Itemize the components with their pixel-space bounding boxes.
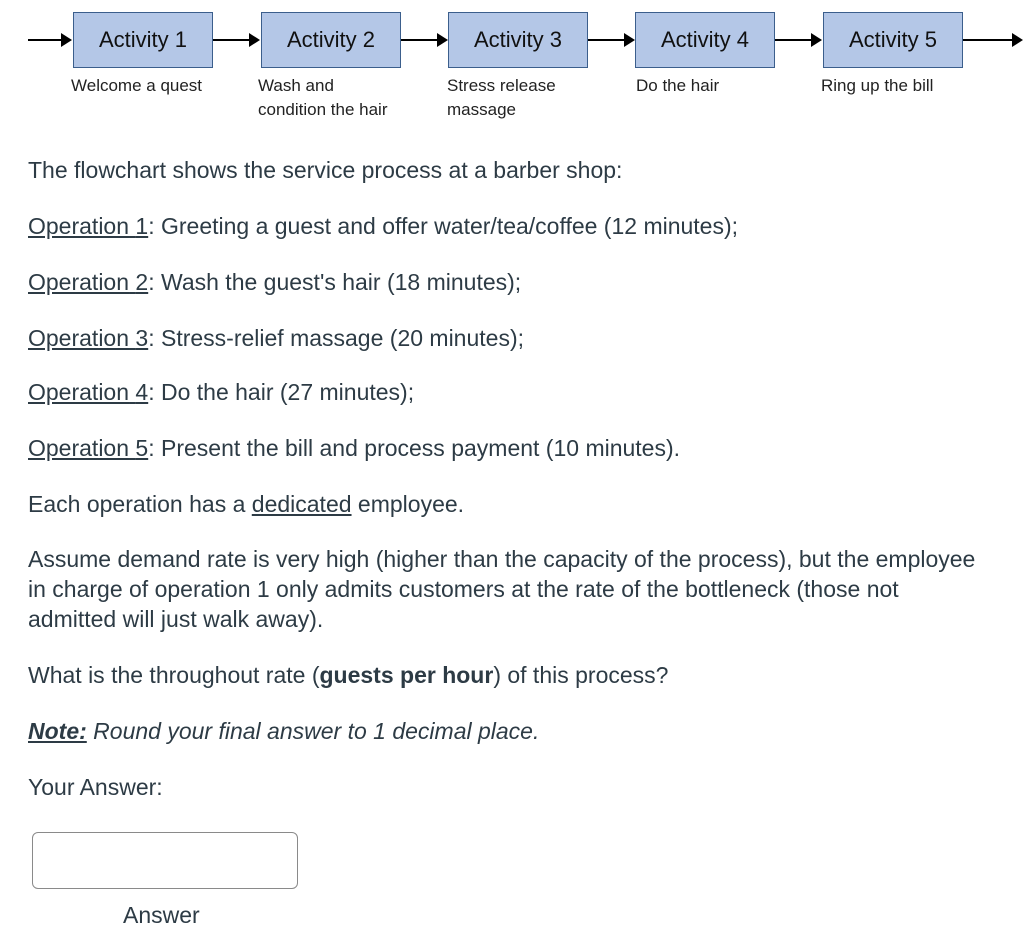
operation-2-name: Operation [28, 269, 130, 295]
operation-3-num: 3 [135, 325, 149, 351]
activity-2-desc: Wash and condition the hair [258, 76, 388, 119]
answer-input[interactable] [32, 832, 298, 889]
operation-3-text: : Stress-relief massage (20 minutes); [148, 325, 524, 351]
activity-2-box [261, 12, 401, 68]
operation-1-num: 1 [135, 213, 149, 239]
activity-4-box [635, 12, 775, 68]
operation-4 [28, 377, 988, 407]
activity-1-label: Activity 1 [98, 27, 188, 52]
answer-caption: Answer [123, 902, 200, 928]
activity-3-box [448, 12, 588, 68]
operation-1-name: Operation [28, 213, 130, 239]
entry-arrow [28, 39, 70, 41]
operation-3-name: Operation [28, 325, 130, 351]
operation-5 [28, 433, 988, 463]
activity-4-desc: Do the hair [636, 76, 720, 95]
operation-1-text: : Greeting a guest and offer water/tea/coffee (12 minutes); [148, 213, 739, 239]
operation-5-num: 5 [135, 435, 149, 461]
flow-arrow-2-3 [401, 39, 446, 41]
assumption-text: Assume demand rate is very high (higher than the capacity of the process), but the employee in charge of operation 1 only admits customers at the rate of the bottleneck (those not admitted will just walk away). [28, 546, 976, 632]
activity-2-label: Activity 2 [286, 27, 376, 52]
ask-post: ) of this process? [493, 662, 669, 688]
operation-5-text: : Present the bill and process payment (10 minutes). [148, 435, 681, 461]
activity-1-box [73, 12, 213, 68]
ask-bold: guests per hour [319, 662, 494, 688]
note-text: Round your final answer to 1 decimal place. [86, 718, 540, 744]
dedicated-word: dedicated [251, 491, 352, 517]
your-answer-label: Your Answer: [28, 774, 163, 800]
operation-4-text: : Do the hair (27 minutes); [148, 379, 415, 405]
activity-1-desc: Welcome a quest [71, 76, 203, 95]
operation-3 [28, 323, 988, 353]
exit-arrow [963, 39, 1021, 41]
activity-5-box [823, 12, 963, 68]
question-ask [28, 660, 988, 690]
operation-2-text: : Wash the guest's hair (18 minutes); [148, 269, 522, 295]
flow-arrow-3-4 [588, 39, 633, 41]
flow-arrow-1-2 [213, 39, 258, 41]
dedicated-post: employee. [351, 491, 465, 517]
activity-5-label: Activity 5 [848, 27, 938, 52]
process-flowchart [0, 0, 1034, 140]
operation-5-name: Operation [28, 435, 130, 461]
operation-2 [28, 267, 988, 297]
activity-5-desc: Ring up the bill [821, 76, 934, 95]
note-label: Note: [28, 718, 87, 744]
dedicated-sentence [28, 489, 988, 519]
flow-arrow-4-5 [775, 39, 820, 41]
operation-4-num: 4 [135, 379, 149, 405]
operation-4-name: Operation [28, 379, 130, 405]
ask-pre: What is the throughout rate ( [28, 662, 320, 688]
activity-3-desc: Stress release massage [447, 76, 556, 119]
activity-4-label: Activity 4 [660, 27, 750, 52]
operation-1 [28, 211, 988, 241]
activity-3-label: Activity 3 [473, 27, 563, 52]
intro-text: The flowchart shows the service process at a barber shop: [28, 157, 623, 183]
question-body [28, 155, 988, 802]
dedicated-pre: Each operation has a [28, 491, 252, 517]
note-line [28, 716, 988, 746]
operation-2-num: 2 [135, 269, 149, 295]
